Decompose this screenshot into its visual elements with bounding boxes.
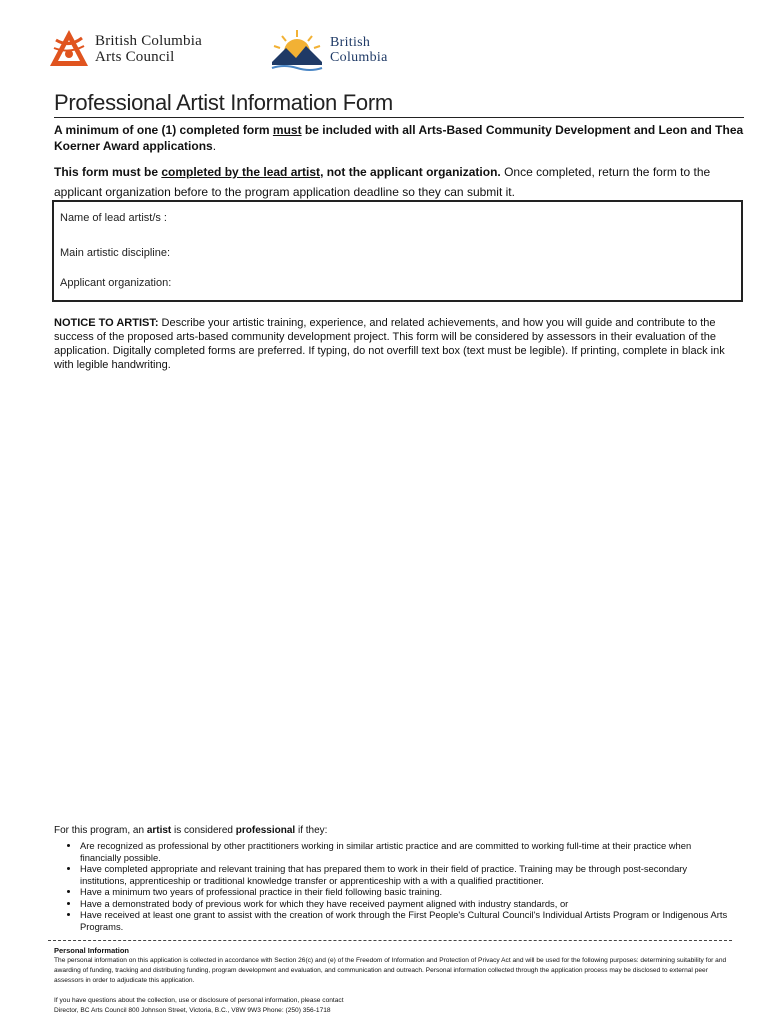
lead-text-bold-post: , not the applicant organization. bbox=[320, 165, 501, 179]
intro-artist: artist bbox=[146, 825, 172, 836]
list-item: • Are recognized as professional by other practitioners working in similar artistic practice and are committed to working full-time at their practice when financially possible. bbox=[80, 840, 734, 863]
list-item: • Have completed appropriate and relevant training that has prepared them to work in their field of practice. Training may be through post-secondary institutions, apprenticeship or traditional knowledge transfer or apprenticeship with a with a qualified practitioner. bbox=[80, 863, 734, 886]
lead-artist-name-field[interactable]: Name of lead artist/s : bbox=[60, 212, 167, 224]
page-header bbox=[48, 26, 448, 76]
privacy-title: Personal Information bbox=[54, 946, 130, 955]
privacy-contact bbox=[54, 996, 734, 1016]
artistic-discipline-field[interactable]: Main artistic discipline: bbox=[60, 247, 171, 259]
lead-text-normal: Once completed, return the form to the applicant organization before to the program application deadline so they can submit it. bbox=[54, 165, 711, 199]
intro-pre: For this program, an bbox=[54, 825, 147, 836]
requirement-statement bbox=[54, 122, 744, 154]
lead-text-underlined: completed by the lead artist bbox=[161, 165, 321, 179]
org-logo-line1: British Columbia bbox=[95, 33, 202, 49]
list-item: • Have received at least one grant to assist with the creation of work through the First People's Cultural Council's Individual Artists Program or Indigenous Arts Programs. bbox=[80, 909, 734, 932]
gov-logo-line2: Columbia bbox=[330, 50, 388, 65]
lead-artist-instruction bbox=[54, 162, 744, 202]
notice-to-artist bbox=[54, 316, 744, 372]
org-logo-line2: Arts Council bbox=[95, 49, 175, 65]
list-item: • Have a minimum two years of professional practice in their field following basic training. bbox=[80, 886, 734, 898]
requirement-text-post: be included with all Arts-Based Community Development and Leon and Thea Koerner Award applications bbox=[54, 123, 744, 153]
privacy-body: The personal information on this application is collected in accordance with Section 26(c) and (e) of the Freedom of Information and Protection of Privacy Act and will be used for the following purposes: determining suitability for and awarding of funding, tracking and distributing funding, program development and evaluation, and communication and outreach. Personal information collected through the application process may be disclosed to external peer assessors in order to adjudicate this application. bbox=[54, 957, 727, 984]
form-title: Professional Artist Information Form bbox=[54, 90, 393, 115]
bc-arts-council-wordmark bbox=[95, 33, 202, 65]
requirement-text-pre: A minimum of one (1) completed form bbox=[54, 123, 273, 137]
intro-post: if they: bbox=[295, 825, 328, 836]
personal-information-notice bbox=[54, 946, 734, 1016]
privacy-contact-line2: Director, BC Arts Council 800 Johnson Street, Victoria, B.C., V8W 9W3 Phone: (250) 356-1718 bbox=[54, 1007, 331, 1014]
list-item: • Have a demonstrated body of previous work for which they have received payment aligned with industry standards, or bbox=[80, 898, 734, 910]
notice-label: NOTICE TO ARTIST: bbox=[54, 317, 159, 329]
gov-logo-line1: British bbox=[330, 35, 371, 50]
requirement-end: . bbox=[212, 139, 217, 153]
requirement-must: must bbox=[272, 123, 302, 137]
professional-intro bbox=[54, 825, 734, 837]
notice-text: Describe your artistic training, experience, and related achievements, and how you will guide and contribute to the success of the proposed arts-based community development project. This form will be considered by assessors in their evaluation of the application. Digitally completed forms are preferred. If typing, do not overfill text box (text must be legible). If printing, complete in black ink with legible handwriting. bbox=[54, 317, 725, 371]
applicant-organization-field[interactable]: Applicant organization: bbox=[60, 277, 172, 289]
bc-government-logo-icon bbox=[268, 28, 326, 72]
bc-arts-council-logo-icon bbox=[48, 28, 90, 70]
intro-professional: professional bbox=[235, 825, 296, 836]
bc-government-wordmark bbox=[330, 35, 388, 65]
artist-details-box bbox=[52, 200, 743, 302]
section-divider bbox=[48, 940, 732, 941]
criteria-list bbox=[54, 840, 734, 932]
lead-text-pre: This form must be bbox=[54, 165, 162, 179]
intro-mid: is considered bbox=[171, 825, 236, 836]
professional-criteria bbox=[54, 825, 734, 932]
title-divider bbox=[54, 117, 744, 118]
privacy-contact-line1: If you have questions about the collection, use or disclosure of personal information, please contact bbox=[54, 997, 344, 1004]
